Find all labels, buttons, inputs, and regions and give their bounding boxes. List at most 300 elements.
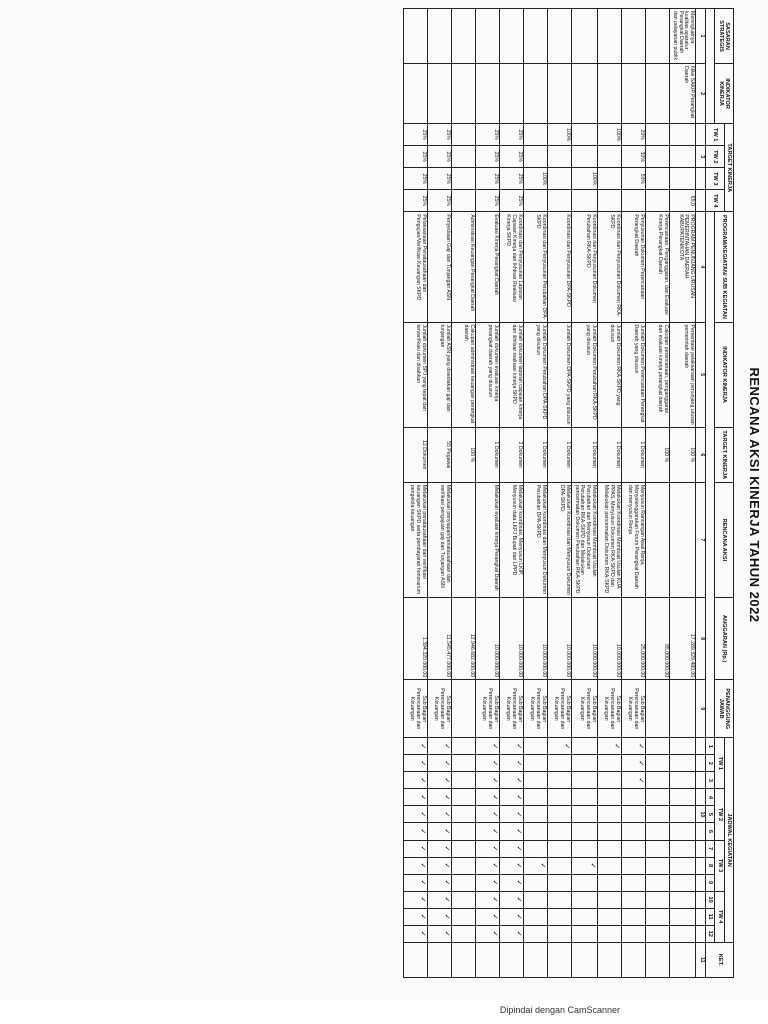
schedule-cell bbox=[622, 925, 646, 942]
schedule-cell bbox=[523, 823, 547, 840]
check-mark-icon: ✓ bbox=[418, 879, 426, 886]
schedule-cell bbox=[427, 891, 451, 908]
cell-penanggung-jawab: Sub Bagian Perencanaan dan Keuangan bbox=[598, 680, 622, 738]
cell-tw2 bbox=[646, 146, 670, 168]
document-title: RENCANA AKSI KINERJA TAHUN 2022 bbox=[747, 367, 762, 623]
schedule-cell bbox=[403, 806, 427, 823]
cell-target: 2 Dokumen bbox=[499, 427, 523, 482]
cell-rencana-aksi bbox=[451, 482, 475, 597]
schedule-cell bbox=[427, 840, 451, 857]
column-number bbox=[696, 823, 706, 840]
schedule-cell bbox=[571, 857, 597, 874]
cell-target: 100 % bbox=[670, 427, 696, 482]
column-number: 7 bbox=[696, 482, 706, 597]
table-row bbox=[523, 9, 547, 978]
check-mark-icon: ✓ bbox=[418, 743, 426, 750]
cell-sasaran bbox=[475, 9, 499, 64]
schedule-cell bbox=[475, 857, 499, 874]
schedule-cell bbox=[475, 789, 499, 806]
cell-tw2 bbox=[547, 146, 571, 168]
schedule-cell bbox=[547, 738, 571, 755]
cell-anggaran: 10.000.000,00 bbox=[571, 598, 597, 680]
cell-anggaran: 10.000.000,00 bbox=[475, 598, 499, 680]
column-number bbox=[696, 874, 706, 891]
table-row bbox=[622, 9, 646, 978]
schedule-cell bbox=[403, 891, 427, 908]
check-mark-icon: ✓ bbox=[514, 930, 522, 937]
cell-anggaran: 17.289.329.480,00 bbox=[670, 598, 696, 680]
table-row bbox=[499, 9, 523, 978]
cell-sasaran bbox=[598, 9, 622, 64]
cell-tw1: 20% bbox=[622, 124, 646, 146]
table-row bbox=[451, 9, 475, 978]
header-ket: KET. bbox=[706, 942, 734, 977]
column-number: 1 bbox=[696, 9, 706, 64]
column-number: 3 bbox=[696, 146, 706, 168]
header-tw2: TW 2 bbox=[706, 146, 725, 168]
header-penanggung-jawab: PENANGGUNG JAWAB bbox=[715, 680, 734, 738]
cell-indikator-kinerja: Cakupan perencanaan, penganggaran, dan evaluasi kinerja perangkat daerah bbox=[646, 322, 670, 427]
schedule-cell bbox=[547, 772, 571, 789]
schedule-cell bbox=[670, 840, 696, 857]
table-row bbox=[403, 9, 427, 978]
cell-indikator bbox=[571, 64, 597, 124]
schedule-cell bbox=[670, 874, 696, 891]
column-number: 11 bbox=[696, 942, 706, 977]
cell-program: Koordinasi dan Penyusunan Perubahan DPA-SKPD bbox=[523, 212, 547, 322]
column-number bbox=[696, 168, 706, 190]
cell-tw2 bbox=[523, 146, 547, 168]
cell-penanggung-jawab: Sub Bagian Perencanaan dan Keuangan bbox=[547, 680, 571, 738]
schedule-cell bbox=[451, 755, 475, 772]
column-number bbox=[696, 772, 706, 789]
cell-indikator bbox=[598, 64, 622, 124]
schedule-cell bbox=[571, 738, 597, 755]
schedule-cell bbox=[646, 823, 670, 840]
schedule-cell bbox=[475, 823, 499, 840]
schedule-cell bbox=[646, 908, 670, 925]
check-mark-icon: ✓ bbox=[442, 879, 450, 886]
cell-tw4: 25% bbox=[403, 190, 427, 212]
check-mark-icon: ✓ bbox=[490, 913, 498, 920]
schedule-cell bbox=[571, 789, 597, 806]
schedule-cell bbox=[427, 925, 451, 942]
check-mark-icon: ✓ bbox=[637, 760, 644, 767]
check-mark-icon: ✓ bbox=[490, 828, 498, 835]
column-number bbox=[696, 925, 706, 942]
cell-program: Penyusunan Dokumen Perencanaan Perangkat Daerah bbox=[622, 212, 646, 322]
schedule-cell bbox=[670, 823, 696, 840]
cell-program: Penyediaan Gaji dan Tunjangan ASN bbox=[427, 212, 451, 322]
schedule-cell bbox=[475, 908, 499, 925]
cell-indikator-kinerja: Jumlah Dokumen Perencanaan Perangkat Daerah yang disusun bbox=[622, 322, 646, 427]
month-header: 4 bbox=[706, 789, 715, 806]
cell-tw1 bbox=[523, 124, 547, 146]
month-header: 1 bbox=[706, 738, 715, 755]
cell-tw3 bbox=[547, 168, 571, 190]
column-number bbox=[696, 891, 706, 908]
schedule-cell bbox=[403, 772, 427, 789]
cell-tw2 bbox=[670, 146, 696, 168]
schedule-cell bbox=[571, 772, 597, 789]
schedule-cell bbox=[451, 806, 475, 823]
cell-indikator bbox=[403, 64, 427, 124]
cell-tw3: 50% bbox=[622, 168, 646, 190]
schedule-cell bbox=[523, 874, 547, 891]
check-mark-icon: ✓ bbox=[514, 862, 522, 869]
check-mark-icon: ✓ bbox=[490, 760, 498, 767]
schedule-cell bbox=[598, 891, 622, 908]
schedule-cell bbox=[523, 840, 547, 857]
check-mark-icon: ✓ bbox=[637, 777, 644, 784]
cell-tw4 bbox=[646, 190, 670, 212]
cell-rencana-aksi: Melakukan penyiapan/penatausahaan dan verifikasi pengajuan gaji dan Tunjangan ASN bbox=[427, 482, 451, 597]
check-mark-icon: ✓ bbox=[442, 828, 450, 835]
cell-tw3: 25% bbox=[427, 168, 451, 190]
schedule-cell bbox=[427, 908, 451, 925]
month-header: 5 bbox=[706, 806, 715, 823]
check-mark-icon: ✓ bbox=[442, 743, 450, 750]
check-mark-icon: ✓ bbox=[490, 794, 498, 801]
header-spacer bbox=[706, 212, 715, 738]
column-number bbox=[696, 908, 706, 925]
cell-sasaran bbox=[499, 9, 523, 64]
cell-program: Koordinasi dan Penyusunan Dokumen RKA-SKPD bbox=[598, 212, 622, 322]
schedule-cell bbox=[547, 908, 571, 925]
schedule-cell bbox=[427, 755, 451, 772]
cell-tw3 bbox=[670, 168, 696, 190]
schedule-cell bbox=[646, 840, 670, 857]
schedule-cell bbox=[403, 908, 427, 925]
cell-ket bbox=[571, 942, 597, 977]
cell-tw2: 30% bbox=[622, 146, 646, 168]
schedule-cell bbox=[499, 908, 523, 925]
cell-indikator bbox=[475, 64, 499, 124]
cell-sasaran bbox=[403, 9, 427, 64]
cell-rencana-aksi: Melakukan Koordinasi dan Menyusun Dokumen DPA-SKPD bbox=[547, 482, 571, 597]
schedule-cell bbox=[475, 806, 499, 823]
cell-penanggung-jawab bbox=[451, 680, 475, 738]
table-row bbox=[475, 9, 499, 978]
check-mark-icon: ✓ bbox=[490, 845, 498, 852]
check-mark-icon: ✓ bbox=[418, 930, 426, 937]
cell-sasaran bbox=[622, 9, 646, 64]
table-row bbox=[646, 9, 670, 978]
check-mark-icon: ✓ bbox=[490, 862, 498, 869]
cell-anggaran: 1.394.320.000,00 bbox=[403, 598, 427, 680]
cell-ket bbox=[670, 942, 696, 977]
month-header: 12 bbox=[706, 925, 715, 942]
header-tw1: TW 1 bbox=[706, 124, 725, 146]
schedule-cell bbox=[598, 789, 622, 806]
schedule-cell bbox=[475, 874, 499, 891]
cell-indikator bbox=[499, 64, 523, 124]
schedule-cell bbox=[547, 806, 571, 823]
cell-ket bbox=[598, 942, 622, 977]
rotated-document bbox=[94, 0, 768, 990]
schedule-cell bbox=[451, 925, 475, 942]
header-program: PROGRAM/KEGIATAN/ SUB KEGIATAN bbox=[715, 212, 734, 322]
schedule-cell bbox=[622, 738, 646, 755]
cell-penanggung-jawab: Sub Bagian Perencanaan dan Keuangan bbox=[427, 680, 451, 738]
cell-tw4 bbox=[598, 190, 622, 212]
cell-indikator bbox=[427, 64, 451, 124]
cell-tw2 bbox=[571, 146, 597, 168]
schedule-cell bbox=[670, 738, 696, 755]
column-number bbox=[696, 124, 706, 146]
schedule-cell bbox=[403, 874, 427, 891]
schedule-cell bbox=[403, 755, 427, 772]
schedule-cell bbox=[547, 874, 571, 891]
column-number: 4 bbox=[696, 212, 706, 322]
check-mark-icon: ✓ bbox=[637, 743, 644, 750]
check-mark-icon: ✓ bbox=[418, 777, 426, 784]
schedule-cell bbox=[622, 874, 646, 891]
cell-ket bbox=[403, 942, 427, 977]
header-jadwal-tw4: TW 4 bbox=[715, 891, 724, 942]
cell-tw1: 25% bbox=[427, 124, 451, 146]
schedule-cell bbox=[523, 908, 547, 925]
schedule-cell bbox=[451, 823, 475, 840]
schedule-cell bbox=[598, 738, 622, 755]
cell-rencana-aksi: Melakukan koordinasi, Menyusun LKIP, Menyusun data LKPJ Bupati dan LPPD bbox=[499, 482, 523, 597]
cell-anggaran: 25.000.000,00 bbox=[622, 598, 646, 680]
cell-indikator bbox=[646, 64, 670, 124]
cell-target: 100 % bbox=[451, 427, 475, 482]
cell-tw3: 100% bbox=[523, 168, 547, 190]
column-number: 5 bbox=[696, 322, 706, 427]
cell-sasaran bbox=[451, 9, 475, 64]
schedule-cell bbox=[427, 738, 451, 755]
cell-tw4 bbox=[451, 190, 475, 212]
schedule-cell bbox=[475, 772, 499, 789]
cell-indikator-kinerja: Jumlah Dokumen DPA-SKPD yang disusun bbox=[547, 322, 571, 427]
schedule-cell bbox=[523, 789, 547, 806]
cell-ket bbox=[523, 942, 547, 977]
check-mark-icon: ✓ bbox=[418, 862, 426, 869]
check-mark-icon: ✓ bbox=[490, 777, 498, 784]
cell-tw4 bbox=[547, 190, 571, 212]
cell-tw4 bbox=[571, 190, 597, 212]
schedule-cell bbox=[646, 874, 670, 891]
cell-indikator-kinerja: Jumlah dokumen laporan capaian kinerja dan ikhtisar realisasi kinerja SKPD bbox=[499, 322, 523, 427]
month-header: 8 bbox=[706, 857, 715, 874]
check-mark-icon: ✓ bbox=[442, 760, 450, 767]
schedule-cell bbox=[427, 823, 451, 840]
header-tw4: TW 4 bbox=[706, 190, 725, 212]
scanner-watermark: Dipindai dengan CamScanner bbox=[499, 1005, 620, 1015]
cell-program: Koordinasi dan Penyusunan Dokumen Perubahan RKA-SKPD bbox=[571, 212, 597, 322]
cell-anggaran: 10.000.000,00 bbox=[598, 598, 622, 680]
cell-program: Perencanaan, Penganggaran, dan Evaluasi Kinerja Perangkat Daerah bbox=[646, 212, 670, 322]
month-header: 7 bbox=[706, 840, 715, 857]
schedule-cell bbox=[451, 789, 475, 806]
cell-tw2 bbox=[451, 146, 475, 168]
check-mark-icon: ✓ bbox=[418, 760, 426, 767]
cell-tw2: 25% bbox=[475, 146, 499, 168]
cell-rencana-aksi: Melakukan koordinasi dan Menyusun Dokumen Perubahan DPA-SKPD bbox=[523, 482, 547, 597]
schedule-cell bbox=[598, 925, 622, 942]
column-number: 8 bbox=[696, 598, 706, 680]
cell-tw3 bbox=[451, 168, 475, 190]
schedule-cell bbox=[622, 823, 646, 840]
schedule-cell bbox=[451, 738, 475, 755]
month-header: 10 bbox=[706, 891, 715, 908]
schedule-cell bbox=[547, 925, 571, 942]
cell-rencana-aksi: Melakukan penatausahaan dan verifikasi keuangan SKPD serta pembayaran honorarium pengelola keuangan bbox=[403, 482, 427, 597]
cell-indikator bbox=[547, 64, 571, 124]
schedule-cell bbox=[646, 925, 670, 942]
schedule-cell bbox=[499, 925, 523, 942]
cell-penanggung-jawab: Sub Bagian Perencanaan dan Keuangan bbox=[622, 680, 646, 738]
schedule-cell bbox=[523, 891, 547, 908]
cell-ket bbox=[475, 942, 499, 977]
header-anggaran: ANGGARAN (Rp.) bbox=[715, 598, 734, 680]
schedule-cell bbox=[403, 789, 427, 806]
check-mark-icon: ✓ bbox=[490, 896, 498, 903]
check-mark-icon: ✓ bbox=[514, 777, 522, 784]
cell-program: PROGRAM PENUNJANG URUSAN PEMERINTAHAN DAERAH KABUPATEN/KOTA bbox=[670, 212, 696, 322]
column-number bbox=[696, 190, 706, 212]
cell-ket bbox=[646, 942, 670, 977]
cell-indikator bbox=[451, 64, 475, 124]
cell-indikator: Nilai SAKIP Perangkat Daerah bbox=[670, 64, 696, 124]
table-row bbox=[571, 9, 597, 978]
header-indikator: INDIKATOR KINERJA bbox=[715, 64, 734, 124]
cell-penanggung-jawab: Sub Bagian Perencanaan dan Keuangan bbox=[499, 680, 523, 738]
check-mark-icon: ✓ bbox=[562, 743, 570, 750]
schedule-cell bbox=[571, 908, 597, 925]
check-mark-icon: ✓ bbox=[613, 743, 620, 750]
cell-indikator-kinerja: Jumlah Dokumen Perubahan RKA-SKPD yang disusun bbox=[571, 322, 597, 427]
table-row bbox=[598, 9, 622, 978]
schedule-cell bbox=[475, 840, 499, 857]
cell-target: 1 Dokumen bbox=[475, 427, 499, 482]
cell-target: 1 Dokumen bbox=[547, 427, 571, 482]
check-mark-icon: ✓ bbox=[490, 743, 498, 750]
month-header: 11 bbox=[706, 908, 715, 925]
month-header: 6 bbox=[706, 823, 715, 840]
cell-indikator-kinerja: Jumlah ASN yang disediakan gaji dan tunjangan bbox=[427, 322, 451, 427]
header-target-group: TARGET KINERJA bbox=[724, 124, 733, 212]
check-mark-icon: ✓ bbox=[418, 845, 426, 852]
cell-tw1: 25% bbox=[499, 124, 523, 146]
schedule-cell bbox=[523, 806, 547, 823]
schedule-cell bbox=[670, 908, 696, 925]
schedule-cell bbox=[427, 772, 451, 789]
schedule-cell bbox=[499, 806, 523, 823]
cell-target: 1 Dokumen bbox=[622, 427, 646, 482]
schedule-cell bbox=[499, 789, 523, 806]
check-mark-icon: ✓ bbox=[514, 743, 522, 750]
check-mark-icon: ✓ bbox=[442, 777, 450, 784]
cell-tw4: 25% bbox=[499, 190, 523, 212]
cell-tw1: 25% bbox=[403, 124, 427, 146]
schedule-cell bbox=[523, 772, 547, 789]
schedule-cell bbox=[571, 823, 597, 840]
cell-indikator-kinerja: Jumlah dokumen SPJ yang tepat dan terverifikasi dan disahkan bbox=[403, 322, 427, 427]
column-number bbox=[696, 755, 706, 772]
schedule-cell bbox=[499, 738, 523, 755]
cell-program: Koordinasi dan Penyusunan Laporan Capaian Kinerja dan Ikhtisar Realisasi Kinerja SKPD bbox=[499, 212, 523, 322]
cell-tw1: 25% bbox=[475, 124, 499, 146]
column-number bbox=[696, 789, 706, 806]
schedule-cell bbox=[403, 738, 427, 755]
header-jadwal-tw1: TW 1 bbox=[715, 738, 724, 789]
schedule-cell bbox=[670, 925, 696, 942]
table-row bbox=[670, 9, 696, 978]
cell-ket bbox=[622, 942, 646, 977]
cell-tw4: 25% bbox=[475, 190, 499, 212]
schedule-cell bbox=[571, 925, 597, 942]
schedule-cell bbox=[475, 891, 499, 908]
check-mark-icon: ✓ bbox=[442, 845, 450, 852]
cell-tw1 bbox=[451, 124, 475, 146]
schedule-cell bbox=[622, 755, 646, 772]
header-spacer bbox=[706, 9, 715, 124]
cell-penanggung-jawab: Sub Bagian Perencanaan dan Keuangan bbox=[475, 680, 499, 738]
schedule-cell bbox=[622, 806, 646, 823]
cell-sasaran bbox=[571, 9, 597, 64]
schedule-cell bbox=[670, 789, 696, 806]
cell-rencana-aksi bbox=[670, 482, 696, 597]
cell-indikator bbox=[523, 64, 547, 124]
cell-rencana-aksi: Menyusun Rancangan Awal Renja, Menyelenggarakan Forum Perangkat Daerah dan menyusun Renja bbox=[622, 482, 646, 597]
check-mark-icon: ✓ bbox=[418, 896, 426, 903]
check-mark-icon: ✓ bbox=[514, 794, 522, 801]
schedule-cell bbox=[451, 908, 475, 925]
schedule-cell bbox=[670, 772, 696, 789]
cell-penanggung-jawab bbox=[646, 680, 670, 738]
header-indikator-kinerja: INDIKATOR KINERJA bbox=[715, 322, 734, 427]
cell-target: 1 Dokumen bbox=[598, 427, 622, 482]
schedule-cell bbox=[598, 908, 622, 925]
schedule-cell bbox=[547, 823, 571, 840]
table-body bbox=[403, 9, 696, 978]
cell-tw2: 25% bbox=[499, 146, 523, 168]
cell-anggaran: 10.000.000,00 bbox=[547, 598, 571, 680]
schedule-cell bbox=[523, 755, 547, 772]
check-mark-icon: ✓ bbox=[442, 862, 450, 869]
schedule-cell bbox=[475, 925, 499, 942]
cell-tw1 bbox=[670, 124, 696, 146]
cell-ket bbox=[451, 942, 475, 977]
cell-anggaran: 10.000.000,00 bbox=[523, 598, 547, 680]
schedule-cell bbox=[523, 925, 547, 942]
header-jadwal-tw3: TW 3 bbox=[715, 840, 724, 891]
schedule-cell bbox=[598, 823, 622, 840]
schedule-cell bbox=[622, 857, 646, 874]
cell-program: Koordinasi dan Penyusunan DPA-SKPD bbox=[547, 212, 571, 322]
check-mark-icon: ✓ bbox=[442, 794, 450, 801]
schedule-cell bbox=[646, 789, 670, 806]
cell-tw4: 65,0 bbox=[670, 190, 696, 212]
cell-indikator bbox=[622, 64, 646, 124]
schedule-cell bbox=[451, 891, 475, 908]
check-mark-icon: ✓ bbox=[442, 913, 450, 920]
schedule-cell bbox=[475, 738, 499, 755]
cell-anggaran: 95.000.000,00 bbox=[646, 598, 670, 680]
cell-penanggung-jawab: Sub Bagian Perencanaan dan Keuangan bbox=[403, 680, 427, 738]
cell-tw3 bbox=[646, 168, 670, 190]
schedule-cell bbox=[598, 874, 622, 891]
check-mark-icon: ✓ bbox=[514, 845, 522, 852]
schedule-cell bbox=[622, 840, 646, 857]
schedule-cell bbox=[547, 857, 571, 874]
check-mark-icon: ✓ bbox=[418, 828, 426, 835]
check-mark-icon: ✓ bbox=[514, 828, 522, 835]
schedule-cell bbox=[475, 755, 499, 772]
